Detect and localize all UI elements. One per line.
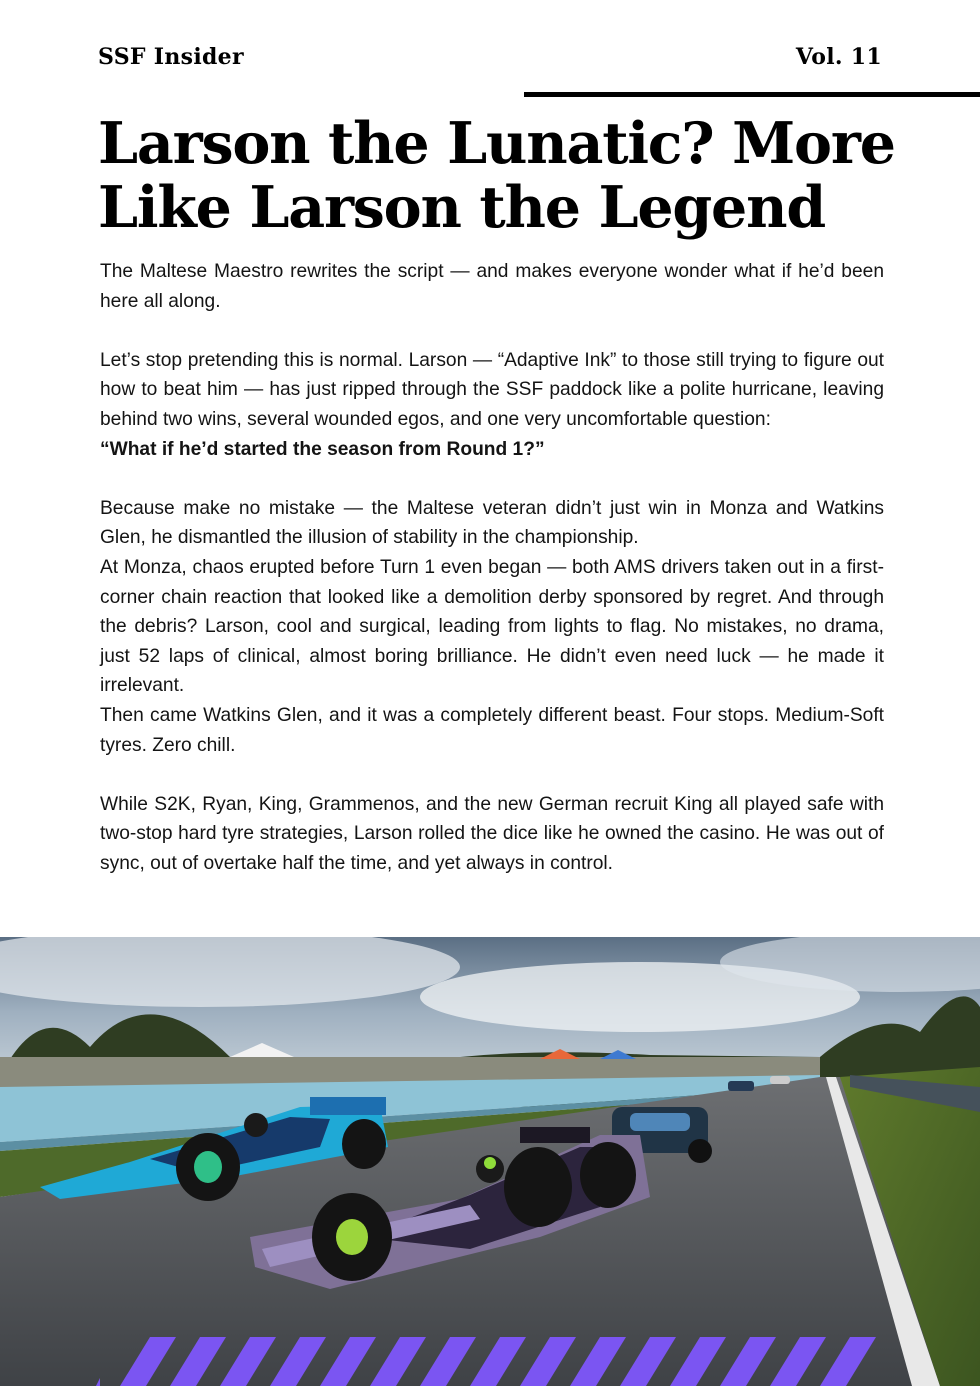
standfirst: The Maltese Maestro rewrites the script — and makes everyone wonder what if he’d been here all along. — [100, 261, 884, 312]
header-divider — [524, 92, 980, 97]
paragraph-mistake: Because make no mistake — the Maltese veteran didn’t just win in Monza and Watkins Glen, he dismantled the illusion of stability in the championship. — [100, 497, 884, 549]
paragraph-monza: At Monza, chaos erupted before Turn 1 even began — both AMS drivers taken out in a first-corner chain reaction that looked like a demolition derby sponsored by regret. And through the debris? Larson, cool and surgical, leading from lights to flag. No mistakes, no drama, just 52 laps of clinical, almost boring brilliance. He didn’t even need luck — he made it irrelevant. — [100, 556, 884, 697]
article-body — [100, 257, 884, 878]
article-headline: Larson the Lunatic? More Like Larson the Legend — [98, 110, 895, 241]
pull-quote: “What if he’d started the season from Round 1?” — [100, 438, 545, 460]
race-photo — [0, 937, 980, 1386]
publication-name: SSF Insider — [98, 44, 244, 70]
paragraph-watkins-glen: Then came Watkins Glen, and it was a completely different beast. Four stops. Medium-Soft tyres. Zero chill. — [100, 704, 884, 756]
paragraph-intro: Let’s stop pretending this is normal. Larson — “Adaptive Ink” to those still trying to figure out how to beat him — has just ripped through the SSF paddock like a polite hurricane, leaving behind two wins, several wounded egos, and one very uncomfortable question: — [100, 349, 884, 430]
paragraph-strategy: While S2K, Ryan, King, Grammenos, and the new German recruit King all played safe with two-stop hard tyre strategies, Larson rolled the dice like he owned the casino. He was out of sync, out of overtake half the time, and yet always in control. — [100, 793, 884, 874]
volume-number: Vol. 11 — [795, 44, 882, 70]
